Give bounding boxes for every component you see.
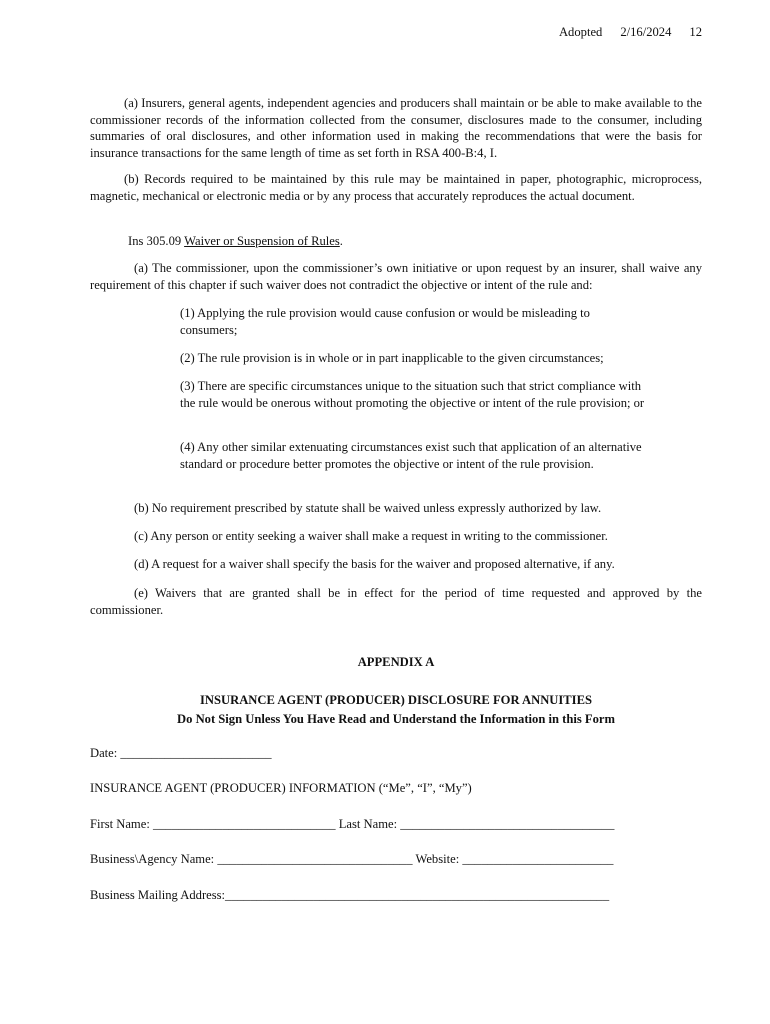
appendix-title: INSURANCE AGENT (PRODUCER) DISCLOSURE FOR ANNUITIES bbox=[200, 693, 592, 707]
adoption-date: 2/16/2024 bbox=[620, 25, 672, 39]
mailing-address-field[interactable]: Business Mailing Address:_____________________________________________________________ bbox=[90, 888, 610, 902]
waiver-paragraph-b: (b) No requirement prescribed by statute shall be waived unless expressly authorized by law. bbox=[134, 501, 602, 515]
waiver-item-3: (3) There are specific circumstances unique to the situation such that strict compliance with the rule would be onerous without promoting the objective or intent of the rule provision; or bbox=[180, 379, 645, 410]
page-header bbox=[559, 24, 702, 41]
waiver-item-1: (1) Applying the rule provision would cause confusion or would be misleading to consumers; bbox=[180, 306, 590, 337]
adoption-status: Adopted bbox=[558, 25, 603, 39]
name-fields[interactable]: First Name: _____________________________ Last Name: __________________________________ bbox=[90, 817, 615, 831]
waiver-paragraph-d: (d) A request for a waiver shall specify the basis for the waiver and proposed alternative, if any. bbox=[134, 557, 615, 571]
appendix-heading: APPENDIX A bbox=[357, 655, 435, 669]
waiver-item-4: (4) Any other similar extenuating circumstances exist such that application of an alternative standard or procedure better promotes the objective or intent of the rule provision. bbox=[180, 440, 642, 471]
agent-info-heading: INSURANCE AGENT (PRODUCER) INFORMATION (“Me”, “I”, “My”) bbox=[90, 781, 472, 795]
date-field[interactable]: Date: ________________________ bbox=[90, 746, 272, 760]
page-number: 12 bbox=[689, 25, 702, 39]
section-period: . bbox=[339, 234, 343, 248]
section-heading bbox=[90, 233, 740, 250]
records-paragraph-b: (b) Records required to be maintained by this rule may be maintained in paper, photographic, microprocess, magnetic, mechanical or electronic media or by any process that accurately reproduces the actual document. bbox=[90, 172, 702, 203]
section-number: Ins 305.09 bbox=[128, 234, 182, 248]
appendix-subtitle: Do Not Sign Unless You Have Read and Understand the Information in this Form bbox=[177, 712, 615, 726]
records-paragraph-a: (a) Insurers, general agents, independent agencies and producers shall maintain or be able to make available to the commissioner records of the information collected from the consumer, disclosures made to the consumer, including summaries of oral disclosures, and other information used in making the recommendations that were the basis for insurance transactions for the same length of time as set forth in RSA 400-B:4, I. bbox=[90, 96, 702, 160]
waiver-paragraph-e: (e) Waivers that are granted shall be in effect for the period of time requested and approved by the commissioner. bbox=[90, 586, 702, 617]
waiver-paragraph-c: (c) Any person or entity seeking a waiver shall make a request in writing to the commissioner. bbox=[134, 529, 608, 543]
waiver-paragraph-a: (a) The commissioner, upon the commissioner’s own initiative or upon request by an insurer, shall waive any requirement of this chapter if such waiver does not contradict the objective or intent of the rule and: bbox=[90, 261, 702, 292]
waiver-item-2: (2) The rule provision is in whole or in part inapplicable to the given circumstances; bbox=[180, 351, 604, 365]
section-title: Waiver or Suspension of Rules bbox=[184, 234, 340, 248]
business-fields[interactable]: Business\Agency Name: _______________________________ Website: ________________________ bbox=[90, 852, 614, 866]
